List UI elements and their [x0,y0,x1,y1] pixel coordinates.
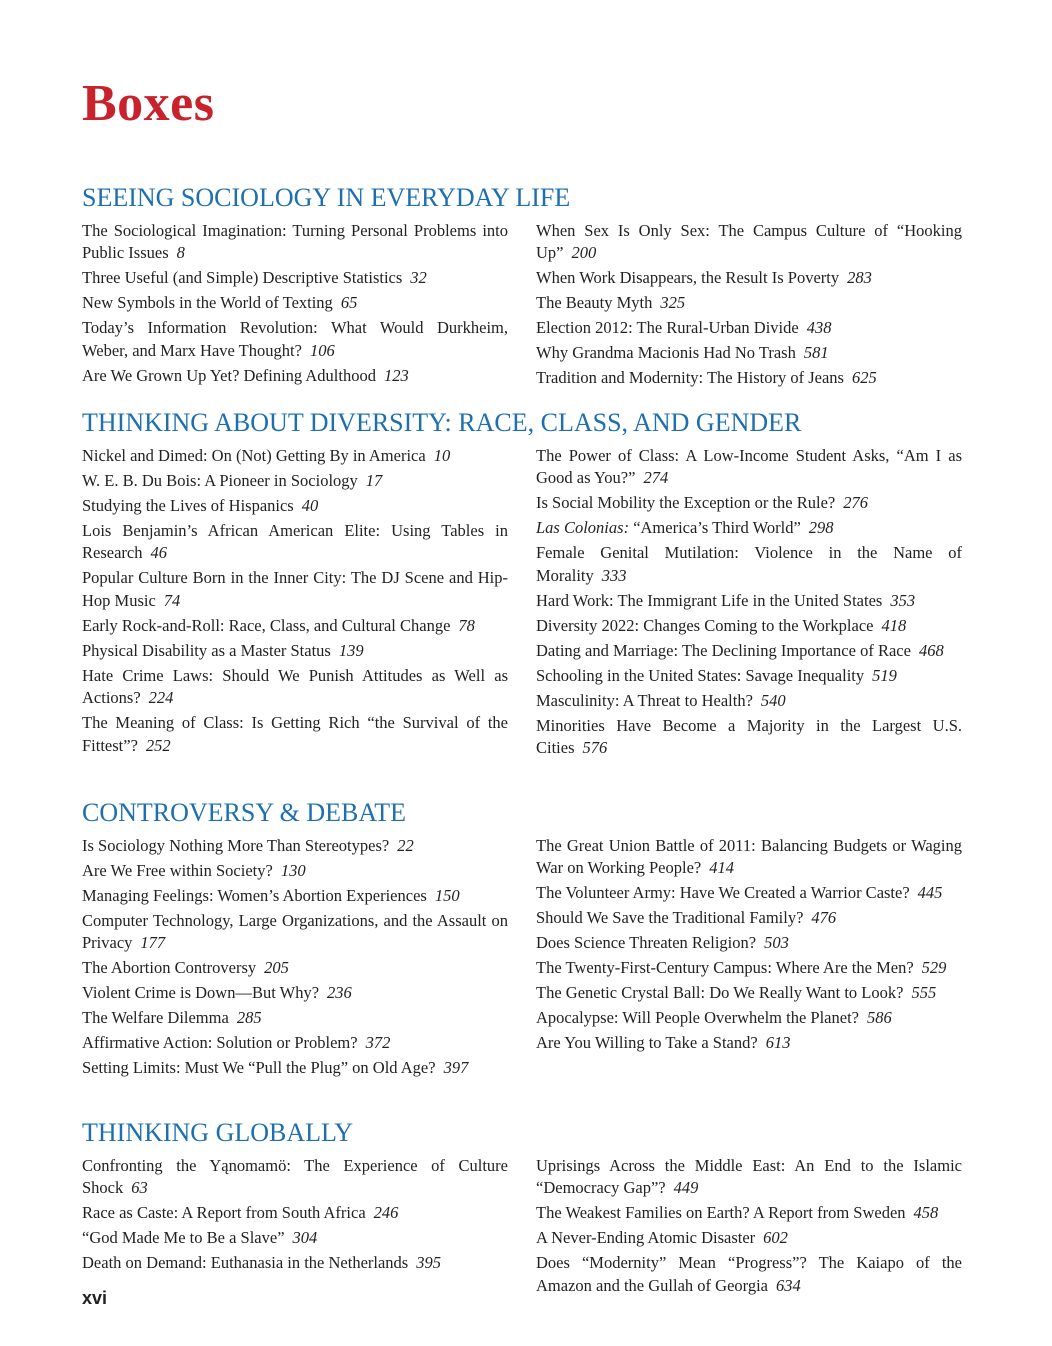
entry-title: The Meaning of Class: Is Getting Rich “the Survival of the Fittest”? [82,713,508,755]
box-entry[interactable] [82,835,508,858]
box-entry[interactable] [536,1007,962,1030]
box-entry[interactable] [536,982,962,1005]
box-entry[interactable] [82,220,508,265]
entry-title: Hate Crime Laws: Should We Punish Attitudes as Well as Actions? [82,665,508,708]
page-number: 540 [760,690,786,710]
page-number: 106 [309,340,335,360]
entry-title: The Welfare Dilemma [82,1008,229,1028]
box-entry[interactable] [82,267,508,290]
page-number: 63 [131,1178,148,1198]
entry-title: “God Made Me to Be a Slave” [82,1228,285,1248]
page-number: 78 [458,615,475,635]
entry-title: Diversity 2022: Changes Coming to the Workplace [536,615,874,635]
page-number: 40 [301,495,319,515]
entry-title: Schooling in the United States: Savage Inequality [536,665,865,685]
page-number: 555 [911,983,937,1003]
box-entry[interactable] [82,640,508,663]
section-controversy-debate [82,798,962,1082]
page-number: 205 [264,958,289,978]
box-entry[interactable] [82,615,508,638]
page-number: 285 [236,1008,262,1028]
page-number: 65 [340,293,358,313]
entry-title: Computer Technology, Large Organizations, and the Assault on Privacy [82,910,508,953]
entry-title: “America’s Third World” [633,518,801,538]
page-number: 519 [872,665,897,685]
page-number: 333 [601,565,627,585]
right-column [536,445,962,763]
page-number: 395 [416,1253,441,1273]
entry-title: The Genetic Crystal Ball: Do We Really Want to Look? [536,983,904,1003]
page-number: 634 [776,1275,801,1295]
entry-title: When Work Disappears, the Result Is Poverty [536,268,840,288]
entry-title: Does Science Threaten Religion? [536,933,757,953]
entry-title: Election 2012: The Rural-Urban Divide [536,318,799,338]
page-number: 32 [410,268,427,288]
entry-title: The Great Union Battle of 2011: Balancing Budgets or Waging War on Working People? [536,835,962,878]
entry-title: Hard Work: The Immigrant Life in the United States [536,590,883,610]
box-entry[interactable] [82,495,508,518]
page-number: 200 [571,243,597,263]
box-entry[interactable] [82,1155,508,1200]
page-number: 304 [292,1228,318,1248]
box-entry[interactable] [536,690,962,713]
page-number: 449 [673,1178,699,1198]
page-number: 581 [803,343,829,363]
page-number: 586 [867,1008,892,1028]
box-entry[interactable] [536,590,962,613]
entry-title: Three Useful (and Simple) Descriptive Statistics [82,268,403,288]
right-column [536,1155,962,1300]
entry-title: New Symbols in the World of Texting [82,293,333,313]
page-number: 224 [148,688,174,708]
page-number: 625 [851,368,877,388]
page-number: 74 [163,590,181,610]
entry-title: Setting Limits: Must We “Pull the Plug” on Old Age? [82,1058,436,1078]
box-entry[interactable] [82,567,508,612]
box-entry[interactable] [536,1202,962,1225]
page-number: 418 [881,615,907,635]
section-heading: THINKING GLOBALLY [82,1118,354,1147]
entry-title: Is Sociology Nothing More Than Stereotypes? [82,835,390,855]
box-entry[interactable] [82,1202,508,1225]
entry-title: Why Grandma Macionis Had No Trash [536,343,796,363]
entry-title: Masculinity: A Threat to Health? [536,690,753,710]
section-heading: CONTROVERSY & DEBATE [82,798,407,827]
box-entry[interactable] [536,835,962,880]
page-number: 236 [327,983,352,1003]
box-entry[interactable] [536,367,962,390]
box-entry[interactable] [536,957,962,980]
box-entry[interactable] [536,907,962,930]
left-column [82,220,508,393]
entry-title: The Beauty Myth [536,293,653,313]
page-number: 613 [765,1033,791,1053]
box-entry[interactable] [82,1032,508,1055]
entry-title: The Volunteer Army: Have We Created a Warrior Caste? [536,883,910,903]
entry-title: W. E. B. Du Bois: A Pioneer in Sociology [82,470,358,490]
entry-title: Physical Disability as a Master Status [82,640,331,660]
box-entry[interactable] [536,267,962,290]
entry-title: Managing Feelings: Women’s Abortion Experiences [82,885,427,905]
entry-title: Lois Benjamin’s African American Elite: Using Tables in Research [82,520,508,563]
page-number: 458 [913,1203,939,1223]
box-entry[interactable] [82,520,508,565]
entry-title: Is Social Mobility the Exception or the Rule? [536,493,836,513]
box-entry[interactable] [82,1252,508,1275]
entry-title: Violent Crime is Down—But Why? [82,983,320,1003]
box-entry[interactable] [82,957,508,980]
entry-title: Studying the Lives of Hispanics [82,495,294,515]
page-folio: xvi [82,1288,108,1308]
page-number: 177 [140,933,166,953]
left-column [82,835,508,1083]
section-heading: THINKING ABOUT DIVERSITY: RACE, CLASS, AND GENDER [82,408,802,437]
box-entry[interactable] [82,292,508,315]
section-seeing-sociology [82,183,962,392]
page-number: 298 [808,518,834,538]
box-entry[interactable] [82,910,508,955]
entry-title: Popular Culture Born in the Inner City: The DJ Scene and Hip-Hop Music [82,568,508,610]
entry-title: When Sex Is Only Sex: The Campus Culture of “Hooking Up” [536,220,962,263]
entry-title: Apocalypse: Will People Overwhelm the Planet? [536,1008,859,1028]
page-number: 476 [811,908,837,928]
page-number: 246 [373,1203,399,1223]
box-entry[interactable] [536,1155,962,1200]
page-number: 529 [921,958,947,978]
page-number: 8 [176,243,185,263]
entry-title: Should We Save the Traditional Family? [536,908,804,928]
page-number: 503 [764,933,789,953]
box-entry[interactable] [82,712,508,757]
box-entry[interactable] [536,932,962,955]
box-entry[interactable] [82,1057,508,1080]
entry-title: Female Genital Mutilation: Violence in the Name of Morality [536,543,962,585]
page-title: Boxes [82,75,215,132]
entry-title: Confronting the Yąnomamö: The Experience of Culture Shock [82,1155,508,1198]
section-heading: SEEING SOCIOLOGY IN EVERYDAY LIFE [82,183,571,212]
entry-title: Affirmative Action: Solution or Problem? [82,1033,358,1053]
page-number: 602 [763,1228,788,1248]
entry-italic-prefix: Las Colonias: [536,518,630,538]
box-entry[interactable] [82,470,508,493]
page-number: 10 [433,445,451,465]
box-entry[interactable] [536,1032,962,1055]
box-entry[interactable] [82,1227,508,1250]
entry-title: Today’s Information Revolution: What Would Durkheim, Weber, and Marx Have Thought? [82,318,508,360]
entry-title: The Power of Class: A Low-Income Student Asks, “Am I as Good as You?” [536,445,962,488]
page-number: 325 [660,293,686,313]
box-entry[interactable] [536,292,962,315]
section-thinking-about-diversity [82,408,962,762]
entry-title: Uprisings Across the Middle East: An End to the Islamic “Democracy Gap”? [536,1155,962,1198]
page-number: 576 [582,738,608,758]
right-column [536,835,962,1083]
box-entry[interactable] [536,640,962,663]
page-number: 274 [643,468,669,488]
page-number: 445 [917,883,943,903]
page-number: 276 [843,493,868,513]
box-entry[interactable] [536,317,962,340]
box-entry[interactable] [536,665,962,688]
page-number: 283 [847,268,872,288]
page-number: 139 [338,640,364,660]
entry-title: Dating and Marriage: The Declining Importance of Race [536,640,911,660]
box-entry[interactable] [82,982,508,1005]
page-number: 372 [365,1033,391,1053]
box-entry[interactable] [82,665,508,710]
page-number: 414 [709,858,734,878]
entry-title: Early Rock-and-Roll: Race, Class, and Cultural Change [82,615,451,635]
left-column [82,445,508,763]
page-number: 150 [434,885,460,905]
entry-title: The Sociological Imagination: Turning Personal Problems into Public Issues [82,220,508,263]
page-number: 353 [890,590,916,610]
box-entry[interactable] [536,492,962,515]
box-entry[interactable] [536,1227,962,1250]
entry-title: Death on Demand: Euthanasia in the Netherlands [82,1253,409,1273]
box-entry[interactable] [536,542,962,587]
entry-title: Are We Grown Up Yet? Defining Adulthood [82,365,376,385]
box-entry[interactable] [82,860,508,883]
box-entry[interactable] [82,317,508,362]
box-entry[interactable] [536,445,962,490]
entry-title: Does “Modernity” Mean “Progress”? The Kaiapo of the Amazon and the Gullah of Georgia [536,1253,962,1295]
box-entry[interactable] [536,615,962,638]
page-number: 468 [918,640,944,660]
box-entry[interactable] [82,1007,508,1030]
box-entry[interactable] [82,885,508,908]
entry-title: Tradition and Modernity: The History of Jeans [536,368,844,388]
entry-title: Race as Caste: A Report from South Africa [82,1203,366,1223]
entry-title: Are You Willing to Take a Stand? [536,1033,758,1053]
page-number: 123 [383,365,409,385]
entry-title: The Weakest Families on Earth? A Report from Sweden [536,1203,906,1223]
box-entry[interactable] [536,715,962,760]
right-column [536,220,962,393]
entry-title: A Never-Ending Atomic Disaster [536,1228,756,1248]
page-number: 252 [145,735,171,755]
box-entry[interactable] [536,1252,962,1297]
box-entry[interactable] [536,882,962,905]
box-entry[interactable] [536,342,962,365]
page-number: 397 [443,1058,469,1078]
section-thinking-globally [82,1118,962,1300]
page-number: 438 [806,318,832,338]
entry-title: Nickel and Dimed: On (Not) Getting By in America [82,445,426,465]
page-number: 46 [150,543,167,563]
page-number: 22 [397,835,414,855]
page-number: 17 [365,470,383,490]
entry-title: The Abortion Controversy [82,958,257,978]
box-entry[interactable] [536,517,962,540]
box-entry[interactable] [82,445,508,468]
entry-title: Minorities Have Become a Majority in the Largest U.S. Cities [536,715,962,758]
box-entry[interactable] [82,365,508,388]
left-column [82,1155,508,1300]
entry-title: The Twenty-First-Century Campus: Where Are the Men? [536,958,914,978]
page-number: 130 [280,860,306,880]
entry-title: Are We Free within Society? [82,860,273,880]
box-entry[interactable] [536,220,962,265]
